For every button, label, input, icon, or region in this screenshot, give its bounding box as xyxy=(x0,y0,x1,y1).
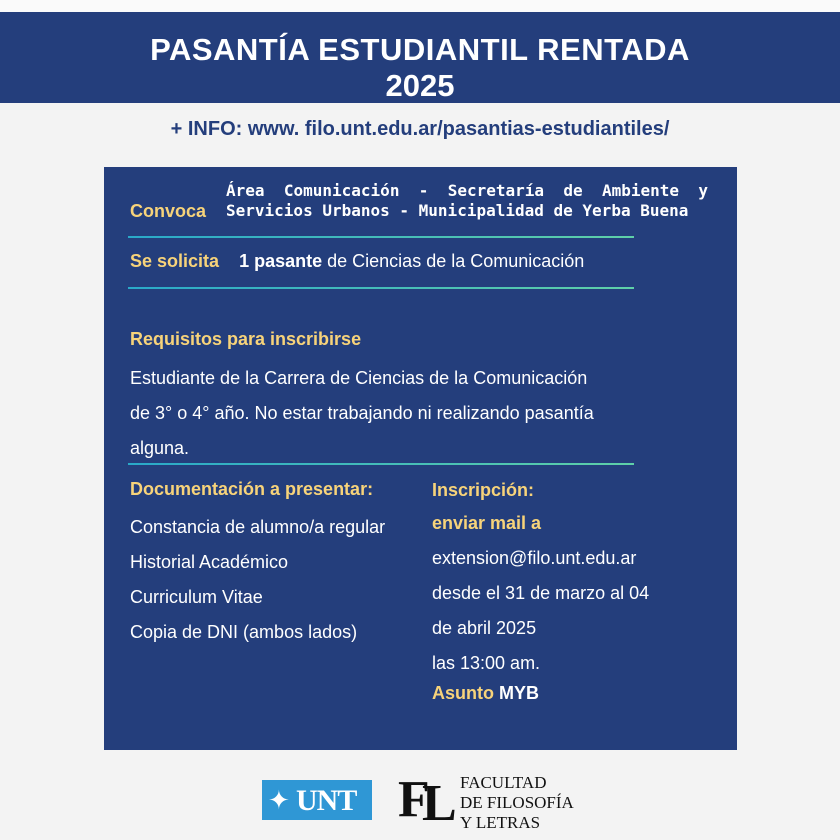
requisitos-text xyxy=(130,361,650,466)
list-item: Historial Académico xyxy=(130,552,289,572)
ffyl-monogram-logo xyxy=(398,770,457,832)
divider xyxy=(128,463,634,465)
inscripcion-subtitle: enviar mail a xyxy=(432,513,542,533)
facultad-line: FACULTAD xyxy=(460,773,547,792)
title-line-2: 2025 xyxy=(385,68,455,103)
monogram-letter: L xyxy=(422,775,457,832)
monogram-letter: F xyxy=(398,771,430,828)
details-card xyxy=(104,167,737,750)
facultad-line: Y LETRAS xyxy=(460,813,541,832)
inscripcion-title: Inscripción: xyxy=(432,480,535,500)
title-banner xyxy=(0,12,840,103)
footer-logos xyxy=(0,770,840,840)
top-band xyxy=(0,0,840,12)
divider xyxy=(128,236,634,238)
list-item: Curriculum Vitae xyxy=(130,587,263,607)
star-icon: ✦ xyxy=(268,785,290,815)
requisitos-line: Estudiante de la Carrera de Ciencias de la Comunicación xyxy=(130,368,588,388)
asunto-value: MYB xyxy=(499,683,540,703)
divider xyxy=(128,287,634,289)
convoca-label: Convoca xyxy=(130,201,207,221)
requisitos-line: alguna. xyxy=(130,438,190,458)
date-range-line: desde el 31 de marzo al 04 xyxy=(432,583,650,603)
solicita-count: 1 pasante xyxy=(239,251,323,271)
solicita-label: Se solicita xyxy=(130,251,220,271)
list-item: Copia de DNI (ambos lados) xyxy=(130,622,358,642)
list-item: Constancia de alumno/a regular xyxy=(130,517,386,537)
solicita-row xyxy=(130,251,584,272)
convoca-text: Área Comunicación - Secretaría de Ambiente y Servicios Urbanos - Municipalidad de Yerba Buena xyxy=(226,181,708,220)
facultad-line: DE FILOSOFÍA xyxy=(460,793,574,812)
facultad-name xyxy=(460,773,574,833)
time-line: las 13:00 am. xyxy=(432,653,541,673)
requisitos-line: de 3° o 4° año. No estar trabajando ni realizando pasantía xyxy=(130,403,594,423)
unt-logo-text: UNT xyxy=(296,784,357,817)
email-link[interactable]: extension@filo.unt.edu.ar xyxy=(432,548,637,568)
requisitos-title: Requisitos para inscribirse xyxy=(130,329,362,349)
solicita-rest: de Ciencias de la Comunicación xyxy=(322,251,585,271)
unt-logo xyxy=(262,780,372,820)
date-range-line: de abril 2025 xyxy=(432,618,537,638)
title-line-1: PASANTÍA ESTUDIANTIL RENTADA xyxy=(150,32,690,67)
asunto-row xyxy=(432,683,539,704)
info-link[interactable]: + INFO: www. filo.unt.edu.ar/pasantias-estudiantiles/ xyxy=(170,118,670,140)
inscripcion-details xyxy=(432,541,649,681)
asunto-label: Asunto xyxy=(432,683,494,703)
documentacion-list xyxy=(130,510,385,650)
documentacion-title: Documentación a presentar: xyxy=(130,479,374,499)
